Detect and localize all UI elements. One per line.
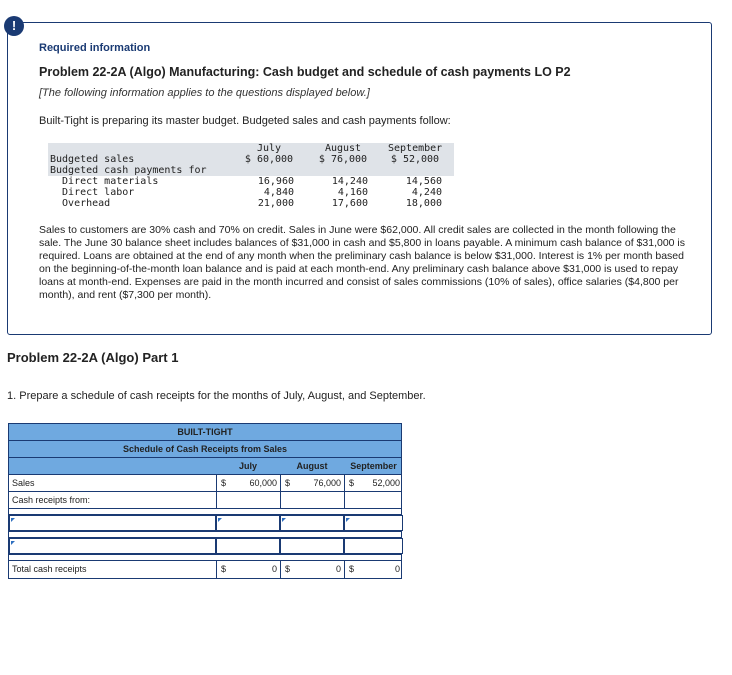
currency-symbol: $ [285, 564, 291, 574]
dropdown-flag-icon [11, 518, 15, 522]
budget-row-label: Budgeted cash payments for [50, 165, 207, 176]
budget-cell: 17,600 [331, 198, 368, 209]
receipts-from-label: Cash receipts from: [12, 495, 91, 505]
schedule-col-july: July [238, 461, 257, 471]
total-august [280, 561, 344, 578]
total-july [216, 561, 280, 578]
total-value: 0 [335, 564, 341, 574]
cash-receipts-schedule [8, 423, 402, 579]
receipt-september-input-2[interactable] [344, 538, 403, 554]
currency-symbol: $ [349, 564, 355, 574]
schedule-company-row [9, 424, 401, 441]
schedule-total-row [9, 561, 401, 578]
receipt-source-select-1[interactable] [9, 515, 216, 531]
question-text: 1. Prepare a schedule of cash receipts for the months of July, August, and September. [7, 390, 426, 402]
receipt-september-input-1[interactable] [344, 515, 403, 531]
sales-july [216, 475, 280, 491]
schedule-col-august: August [296, 461, 328, 471]
budget-row-materials [48, 176, 454, 187]
alert-icon: ! [4, 16, 24, 36]
currency-symbol: $ [349, 478, 355, 488]
budget-row-overhead [48, 198, 454, 209]
receipt-source-select-2[interactable] [9, 538, 216, 554]
budget-row-labor [48, 187, 454, 198]
budget-table [48, 143, 454, 209]
empty-cell [216, 492, 280, 508]
budget-cell: 4,160 [337, 187, 368, 198]
schedule-company: BUILT-TIGHT [177, 427, 233, 437]
budget-col-august: August [324, 143, 362, 154]
problem-paragraph: Sales to customers are 30% cash and 70% on credit. Sales in June were $62,000. All credit sales are collected in the month following the sale. The June 30 balance sheet includes balances of $31,000 in cash and $5,800 in loans payable. A minimum cash balance of $31,000 is required. Loans are obtained at the end of any month when the preliminary cash balance is below $31,000. Interest is 1% per month based on the beginning-of-the-month loan balance and is paid at each month-end. Any preliminary cash balance above $31,000 is used to repay loans at month-end. Expenses are paid in the month incurred and consist of sales commissions (10% of sales), office salaries ($4,800 per month), and rent ($7,300 per month). [39, 224, 686, 301]
receipt-july-input-1[interactable] [216, 515, 280, 531]
total-label: Total cash receipts [12, 564, 87, 574]
sales-august [280, 475, 344, 491]
schedule-receipts-from-row [9, 492, 401, 509]
budget-row-label: Budgeted sales [50, 154, 135, 165]
budget-row-label: Direct labor [50, 187, 135, 198]
total-value: 0 [271, 564, 277, 574]
schedule-subtitle: Schedule of Cash Receipts from Sales [122, 444, 288, 454]
budget-cell: 18,000 [405, 198, 442, 209]
receipt-input-row-2 [9, 538, 401, 555]
dropdown-flag-icon [346, 518, 350, 522]
budget-cell: 14,560 [405, 176, 442, 187]
budget-row-sales [48, 154, 454, 165]
schedule-subtitle-row [9, 441, 401, 458]
sales-value: 52,000 [372, 478, 400, 488]
currency-symbol: $ [221, 564, 227, 574]
schedule-col-september: September [350, 461, 397, 471]
budget-cell: 14,240 [331, 176, 368, 187]
dropdown-flag-icon [282, 518, 286, 522]
empty-cell [280, 492, 344, 508]
budget-cell: $ 52,000 [390, 154, 440, 165]
problem-title: Problem 22-2A (Algo) Manufacturing: Cash budget and schedule of cash payments LO P2 [39, 65, 571, 79]
budget-header-row [48, 143, 454, 154]
total-value: 0 [394, 564, 400, 574]
sales-value: 60,000 [249, 478, 277, 488]
dropdown-flag-icon [11, 541, 15, 545]
intro-text: Built-Tight is preparing its master budget. Budgeted sales and cash payments follow: [39, 115, 451, 127]
receipt-july-input-2[interactable] [216, 538, 280, 554]
budget-row-payments [48, 165, 454, 176]
total-september [344, 561, 403, 578]
receipt-input-row-1 [9, 515, 401, 532]
budget-row-label: Overhead [50, 198, 111, 209]
schedule-columns-row [9, 458, 401, 475]
budget-cell: 21,000 [257, 198, 294, 209]
budget-cell: 16,960 [257, 176, 294, 187]
budget-cell: $ 76,000 [318, 154, 368, 165]
sales-september [344, 475, 403, 491]
budget-col-september: September [388, 143, 443, 154]
currency-symbol: $ [221, 478, 227, 488]
budget-cell: 4,840 [263, 187, 294, 198]
budget-cell: 4,240 [411, 187, 442, 198]
empty-cell [344, 492, 403, 508]
required-information-heading: Required information [39, 42, 151, 54]
currency-symbol: $ [285, 478, 291, 488]
dropdown-flag-icon [218, 518, 222, 522]
applies-note: [The following information applies to the questions displayed below.] [39, 87, 370, 99]
part-title: Problem 22-2A (Algo) Part 1 [7, 350, 179, 365]
sales-value: 76,000 [313, 478, 341, 488]
receipt-august-input-1[interactable] [280, 515, 344, 531]
sales-label: Sales [12, 478, 35, 488]
budget-cell: $ 60,000 [244, 154, 294, 165]
schedule-sales-row [9, 475, 401, 492]
budget-col-july: July [256, 143, 282, 154]
budget-row-label: Direct materials [50, 176, 159, 187]
receipt-august-input-2[interactable] [280, 538, 344, 554]
